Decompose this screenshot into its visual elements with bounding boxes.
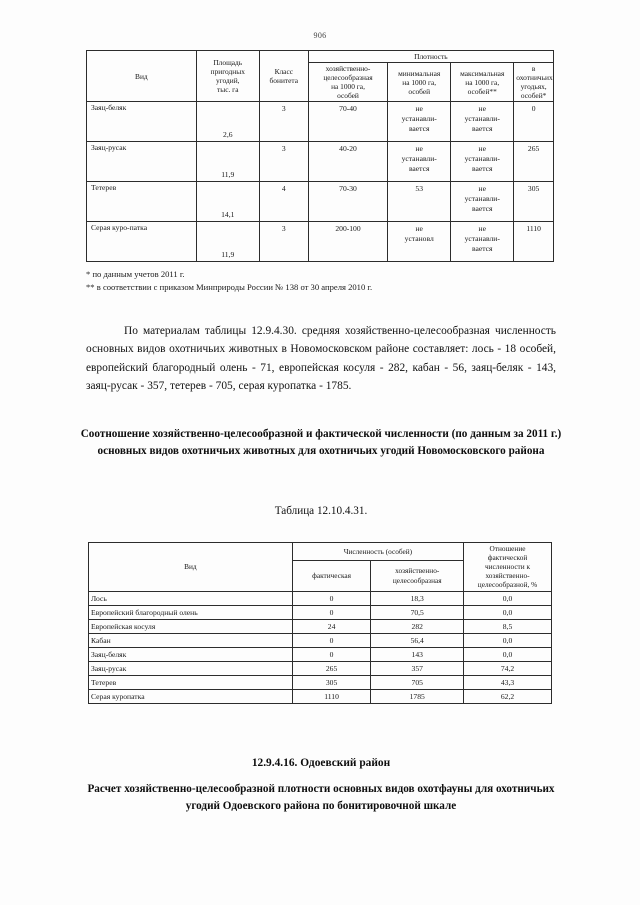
area-value: 14,1 — [221, 210, 235, 220]
header-ratio-line-0: Отношение — [489, 544, 526, 553]
cell-in-hunting-grounds: 265 — [514, 142, 554, 182]
table-row — [89, 675, 552, 689]
header-density-optimal-line-1: целесообразная — [323, 73, 373, 83]
header-class-line-0: Класс — [274, 67, 294, 77]
header-density-min-line-2: особей — [408, 86, 431, 96]
cell-area — [196, 222, 259, 262]
density-table-container — [86, 50, 554, 262]
calculation-heading: Расчет хозяйственно-целесообразной плотности основных видов охотфауны для охотничьих угодий Одоевского района по бонитировочной шкале — [87, 783, 555, 813]
cell-ratio: 0,0 — [464, 591, 552, 605]
cell-density-optimal: 40-20 — [308, 142, 387, 182]
header-density-min — [388, 63, 451, 102]
cell-in-hunting-grounds: 305 — [514, 182, 554, 222]
ratio-heading: Соотношение хозяйственно-целесообразной и фактической численности (по данным за 2011 г.) основных видов охотничьих животных для охотничьих угодий Новомосковского района — [80, 428, 562, 458]
header-ratio — [464, 543, 552, 592]
cell-area — [196, 182, 259, 222]
density-min-line-0: не — [415, 224, 423, 234]
cell-species — [87, 142, 197, 182]
density-min-line-1: устанавли- — [401, 153, 437, 163]
cell-optimal: 56,4 — [371, 633, 464, 647]
density-max-line-0: не — [478, 184, 486, 194]
density-table — [86, 50, 554, 262]
cell-ratio: 0,0 — [464, 633, 552, 647]
species-name: Серая куро-патка — [91, 223, 148, 233]
cell-density-max — [451, 222, 514, 262]
cell-ratio: 62,2 — [464, 689, 552, 703]
header-in-hunting-line-0: в — [531, 64, 536, 74]
cell-optimal: 143 — [371, 647, 464, 661]
density-min-line-0: 53 — [415, 184, 423, 194]
cell-in-hunting-grounds: 1110 — [514, 222, 554, 262]
cell-species: Тетерев — [89, 675, 293, 689]
area-value: 11,9 — [221, 170, 235, 180]
table-row — [89, 605, 552, 619]
header-density-min-line-0: минимальная — [398, 68, 441, 78]
density-max-line-1: устанавли- — [464, 113, 500, 123]
cell-density-max — [451, 102, 514, 142]
density-min-line-0: не — [415, 144, 423, 154]
cell-actual: 0 — [292, 605, 371, 619]
cell-actual: 0 — [292, 633, 371, 647]
header-area-line-3: тыс. га — [217, 85, 239, 95]
header-area-line-2: угодий, — [215, 76, 240, 86]
header-ratio-line-2: численности к — [484, 562, 531, 572]
area-value: 11,9 — [221, 250, 235, 260]
cell-density-optimal: 200-100 — [308, 222, 387, 262]
header-area-line-0: Площадь — [213, 58, 243, 68]
cell-species: Серая куропатка — [89, 689, 293, 703]
header-density-max-line-1: на 1000 га, — [465, 77, 500, 87]
cell-actual: 0 — [292, 647, 371, 661]
cell-bonitet-class: 4 — [259, 182, 308, 222]
cell-ratio: 0,0 — [464, 605, 552, 619]
cell-species: Заяц-русак — [89, 661, 293, 675]
cell-bonitet-class: 3 — [259, 102, 308, 142]
table-row — [89, 689, 552, 703]
cell-density-max — [451, 182, 514, 222]
cell-species: Кабан — [89, 633, 293, 647]
cell-area — [196, 102, 259, 142]
header-ratio-line-4: целесообразной, % — [477, 580, 538, 590]
density-min-line-1: установл — [404, 233, 434, 243]
species-name: Тетерев — [91, 183, 117, 193]
header-density-optimal-line-0: хозяйственно- — [325, 64, 371, 74]
table-row — [89, 661, 552, 675]
ratio-table — [88, 542, 552, 704]
table-row — [89, 591, 552, 605]
header-class-line-1: бонитета — [269, 76, 299, 86]
header-density-max-line-2: особей** — [467, 86, 497, 96]
table-row — [87, 102, 554, 142]
cell-ratio: 43,3 — [464, 675, 552, 689]
header-density-max-line-0: максимальная — [460, 68, 505, 78]
table-caption: Таблица 12.10.4.31. — [274, 505, 368, 517]
table-row — [89, 633, 552, 647]
header-ratio-line-1: фактической — [487, 553, 528, 563]
cell-ratio: 8,5 — [464, 619, 552, 633]
header-density-optimal-line-2: на 1000 га, — [331, 82, 365, 92]
table-row — [87, 222, 554, 262]
cell-species: Европейская косуля — [89, 619, 293, 633]
cell-optimal: 1785 — [371, 689, 464, 703]
cell-optimal: 705 — [371, 675, 464, 689]
species-name: Заяц-беляк — [91, 103, 127, 113]
cell-ratio: 0,0 — [464, 647, 552, 661]
cell-density-optimal: 70-40 — [308, 102, 387, 142]
header-in-hunting-line-1: охотничьих — [516, 73, 553, 83]
cell-species: Лось — [89, 591, 293, 605]
cell-optimal: 18,3 — [371, 591, 464, 605]
cell-species — [87, 222, 197, 262]
cell-density-min — [388, 182, 451, 222]
cell-bonitet-class: 3 — [259, 142, 308, 182]
section-heading: 12.9.4.16. Одоевский район — [251, 757, 391, 769]
species-name: Заяц-русак — [91, 143, 127, 153]
density-max-line-1: устанавли- — [464, 233, 500, 243]
density-max-line-0: не — [478, 144, 486, 154]
table-row — [87, 142, 554, 182]
density-max-line-0: не — [478, 104, 486, 114]
density-min-line-2: вается — [408, 123, 430, 133]
cell-optimal: 282 — [371, 619, 464, 633]
body-paragraph: По материалам таблицы 12.9.4.30. средняя хозяйственно-целесообразная численность основных видов охотничьих животных в Новомосковском районе составляет: лось - 18 особей, европейский благородный олень - 71, европейская косуля - 282, кабан - 56, заяц-беляк - 143, заяц-русак - 357, тетерев - 705, серая куропатка - 1785. — [86, 325, 556, 393]
header-ratio-line-3: хозяйственно- — [485, 571, 530, 581]
ratio-table-container — [88, 542, 552, 704]
density-max-line-2: вается — [471, 123, 493, 133]
header-actual: фактическая — [292, 560, 371, 591]
density-min-line-1: устанавли- — [401, 113, 437, 123]
density-min-line-0: не — [415, 104, 423, 114]
header-bonitet-class — [259, 51, 308, 102]
cell-species: Европейский благородный олень — [89, 605, 293, 619]
cell-optimal: 70,5 — [371, 605, 464, 619]
cell-species — [87, 182, 197, 222]
density-min-line-2: вается — [408, 163, 430, 173]
header-density-optimal-line-3: особей — [337, 91, 359, 101]
cell-actual: 305 — [292, 675, 371, 689]
footnote-double-asterisk: ** в соответствии с приказом Минприроды России № 138 от 30 апреля 2010 г. — [86, 282, 373, 293]
header-numbers-group: Численность (особей) — [292, 543, 463, 561]
table-header-row-1 — [89, 543, 552, 561]
table-row — [89, 647, 552, 661]
density-max-line-0: не — [478, 224, 486, 234]
cell-actual: 1110 — [292, 689, 371, 703]
header-species: Вид — [89, 543, 293, 592]
cell-actual: 24 — [292, 619, 371, 633]
cell-density-max — [451, 142, 514, 182]
density-max-line-2: вается — [471, 243, 493, 253]
cell-ratio: 74,2 — [464, 661, 552, 675]
header-in-hunting-grounds — [514, 63, 554, 102]
table-row — [89, 619, 552, 633]
header-density-min-line-1: на 1000 га, — [402, 77, 437, 87]
cell-in-hunting-grounds: 0 — [514, 102, 554, 142]
header-density-group: Плотность — [308, 51, 553, 63]
header-optimal-line-1: целесообразная — [392, 575, 442, 585]
cell-density-min — [388, 142, 451, 182]
density-max-line-2: вается — [471, 163, 493, 173]
density-max-line-2: вается — [471, 203, 493, 213]
header-area-line-1: пригодных — [210, 67, 245, 77]
density-max-line-1: устанавли- — [464, 153, 500, 163]
cell-species: Заяц-беляк — [89, 647, 293, 661]
header-area — [196, 51, 259, 102]
header-in-hunting-line-2: угодьях, — [520, 82, 547, 92]
cell-density-min — [388, 102, 451, 142]
table-header-row-1 — [87, 51, 554, 63]
cell-density-min — [388, 222, 451, 262]
header-density-optimal — [308, 63, 387, 102]
table-footnotes — [86, 268, 556, 295]
header-in-hunting-line-3: особей* — [520, 91, 547, 101]
cell-actual: 0 — [292, 591, 371, 605]
page-number: 906 — [313, 31, 327, 40]
area-value: 2,6 — [223, 130, 233, 140]
cell-actual: 265 — [292, 661, 371, 675]
header-density-max — [451, 63, 514, 102]
cell-area — [196, 142, 259, 182]
cell-bonitet-class: 3 — [259, 222, 308, 262]
footnote-single-asterisk: * по данным учетов 2011 г. — [86, 269, 185, 279]
density-max-line-1: устанавли- — [464, 193, 500, 203]
header-optimal-line-0: хозяйственно- — [395, 566, 440, 576]
cell-species — [87, 102, 197, 142]
header-species: Вид — [87, 51, 197, 102]
cell-density-optimal: 70-30 — [308, 182, 387, 222]
cell-optimal: 357 — [371, 661, 464, 675]
header-optimal — [371, 560, 464, 591]
table-row — [87, 182, 554, 222]
